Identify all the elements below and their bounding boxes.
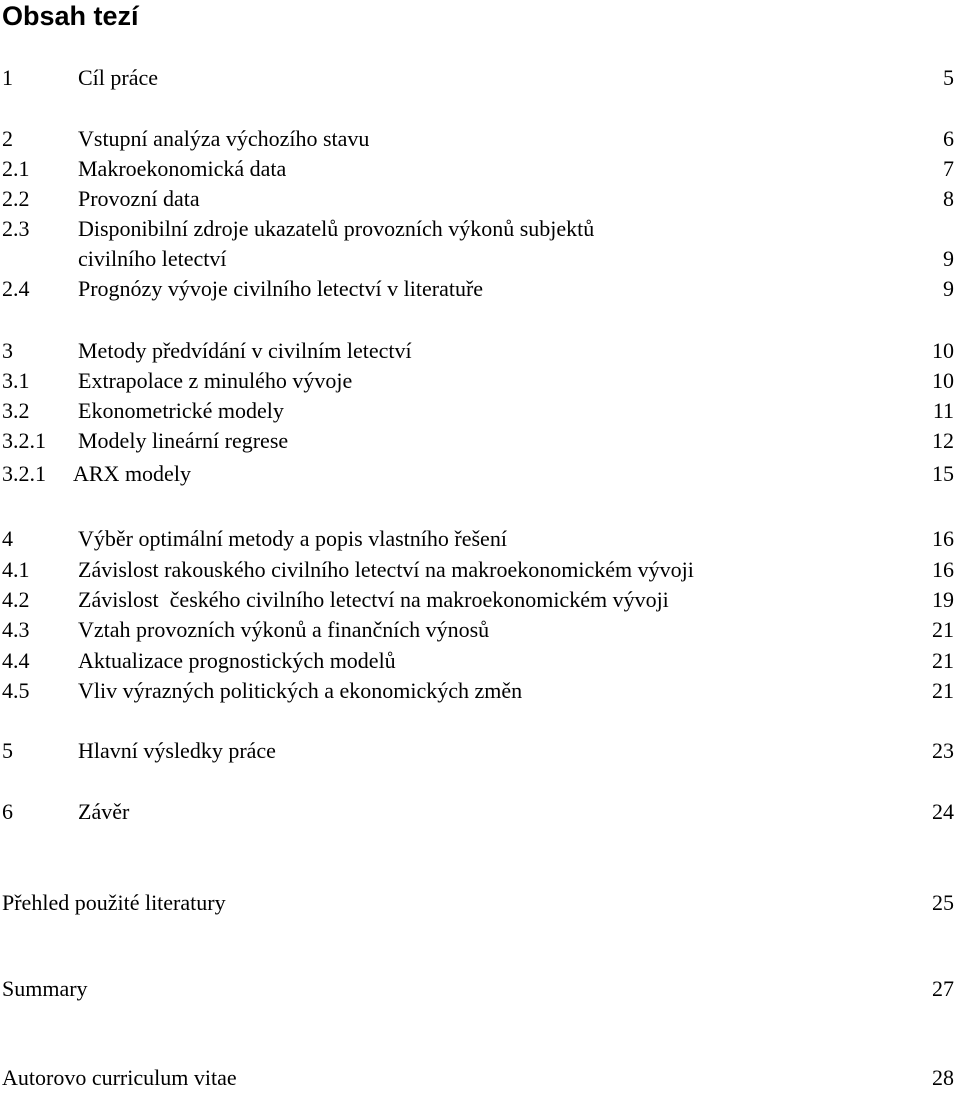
toc-entry-page: 28	[932, 1065, 954, 1090]
toc-entry	[0, 524, 960, 554]
toc-entry	[0, 736, 960, 766]
toc-entry-number: 4.4	[2, 648, 30, 673]
toc-entry	[0, 274, 960, 304]
toc-entry	[0, 797, 960, 827]
toc-entry	[0, 888, 960, 918]
toc-entry-title: Extrapolace z minulého vývoje	[78, 368, 353, 393]
toc-entry	[0, 1063, 960, 1093]
toc-entry-page: 7	[943, 156, 954, 181]
toc-entry-title: Vliv výrazných politických a ekonomických změn	[78, 678, 523, 703]
toc-entry-title: Prognózy vývoje civilního letectví v literatuře	[78, 276, 484, 301]
toc-entry-page: 21	[932, 617, 954, 642]
toc-entry-number: 4.2	[2, 587, 30, 612]
toc-entry-page: 16	[932, 557, 954, 582]
toc-entry-number: 1	[2, 65, 13, 90]
toc-entry	[0, 615, 960, 645]
toc-entry-number: 4.3	[2, 617, 30, 642]
toc-entry-page: 19	[932, 587, 954, 612]
toc-entry	[0, 646, 960, 676]
toc-entry-number: 3.2.1	[2, 428, 46, 453]
toc-entry-number: 2.1	[2, 156, 30, 181]
toc-entry-page: 21	[932, 648, 954, 673]
toc-entry-page: 12	[932, 428, 954, 453]
toc-entry-page: 8	[943, 186, 954, 211]
toc-entry-number: 4	[2, 526, 13, 551]
toc-entry-page: 21	[932, 678, 954, 703]
toc-entry-page: 11	[932, 398, 954, 423]
toc-entry-title: Vztah provozních výkonů a finančních výnosů	[78, 617, 490, 642]
toc-entry-page: 9	[943, 246, 954, 271]
toc-entry-number: 3.2.1	[2, 461, 46, 486]
toc-entry-page: 16	[932, 526, 954, 551]
toc-entry	[0, 459, 960, 489]
toc-entry-number: 2.4	[2, 276, 30, 301]
toc-entry	[0, 63, 960, 93]
toc-entry	[0, 154, 960, 184]
toc-entry-title: Metody předvídání v civilním letectví	[78, 338, 412, 363]
toc-entry-title: Autorovo curriculum vitae	[2, 1065, 237, 1090]
toc-entry-number: 4.5	[2, 678, 30, 703]
toc-entry-page: 24	[932, 799, 954, 824]
toc-entry-title: civilního letectví	[78, 246, 227, 271]
toc-entry-page: 5	[943, 65, 954, 90]
toc-entry	[0, 555, 960, 585]
toc-entry-title: Přehled použité literatury	[2, 890, 226, 915]
toc-entry	[0, 184, 960, 214]
toc-entry	[0, 676, 960, 706]
toc-entry	[0, 974, 960, 1004]
toc-entry-page: 9	[943, 276, 954, 301]
toc-entry-page: 10	[932, 338, 954, 363]
toc-entry-title: Modely lineární regrese	[78, 428, 289, 453]
toc-entry	[0, 336, 960, 366]
toc-entry-number: 3	[2, 338, 13, 363]
toc-entry-title: Provozní data	[78, 186, 200, 211]
toc-entry-page: 15	[932, 461, 954, 486]
toc-entry-title: Summary	[2, 976, 88, 1001]
toc-entry-title: Aktualizace prognostických modelů	[78, 648, 396, 673]
toc-entry	[0, 585, 960, 615]
toc-entry-number: 6	[2, 799, 13, 824]
toc-entry	[0, 396, 960, 426]
toc-entry-number: 2.3	[2, 216, 30, 241]
toc-entry-title: Závislost českého civilního letectví na makroekonomickém vývoji	[78, 587, 669, 612]
page-title: Obsah tezí	[2, 1, 139, 31]
toc-entry-title: Ekonometrické modely	[78, 398, 284, 423]
toc-entry-title: Hlavní výsledky práce	[78, 738, 276, 763]
toc-entry-page: 6	[943, 126, 954, 151]
toc-entry	[0, 366, 960, 396]
toc-entry-title: Vstupní analýza výchozího stavu	[78, 126, 370, 151]
toc-entry-number: 2	[2, 126, 13, 151]
toc-entry-page: 25	[932, 890, 954, 915]
toc-entry-number: 4.1	[2, 557, 30, 582]
toc-entry-page: 27	[932, 976, 954, 1001]
toc-entry-title: Výběr optimální metody a popis vlastního řešení	[78, 526, 507, 551]
toc-entry	[0, 214, 960, 244]
toc-entry-number: 3.2	[2, 398, 30, 423]
toc-entry-title: Cíl práce	[78, 65, 159, 90]
toc-entry-title: Disponibilní zdroje ukazatelů provozních výkonů subjektů	[78, 216, 595, 241]
toc-entry	[0, 124, 960, 154]
toc-entry	[0, 426, 960, 456]
toc-entry-continuation	[0, 244, 960, 274]
toc-entry-title: Závislost rakouského civilního letectví na makroekonomickém vývoji	[78, 557, 694, 582]
toc-entry-title: Závěr	[78, 799, 130, 824]
toc-entry-title: ARX modely	[73, 461, 191, 486]
toc-entry-page: 23	[932, 738, 954, 763]
toc-entry-page: 10	[932, 368, 954, 393]
toc-entry-number: 5	[2, 738, 13, 763]
toc-entry-number: 2.2	[2, 186, 30, 211]
toc-entry-number: 3.1	[2, 368, 30, 393]
toc-entry-title: Makroekonomická data	[78, 156, 287, 181]
